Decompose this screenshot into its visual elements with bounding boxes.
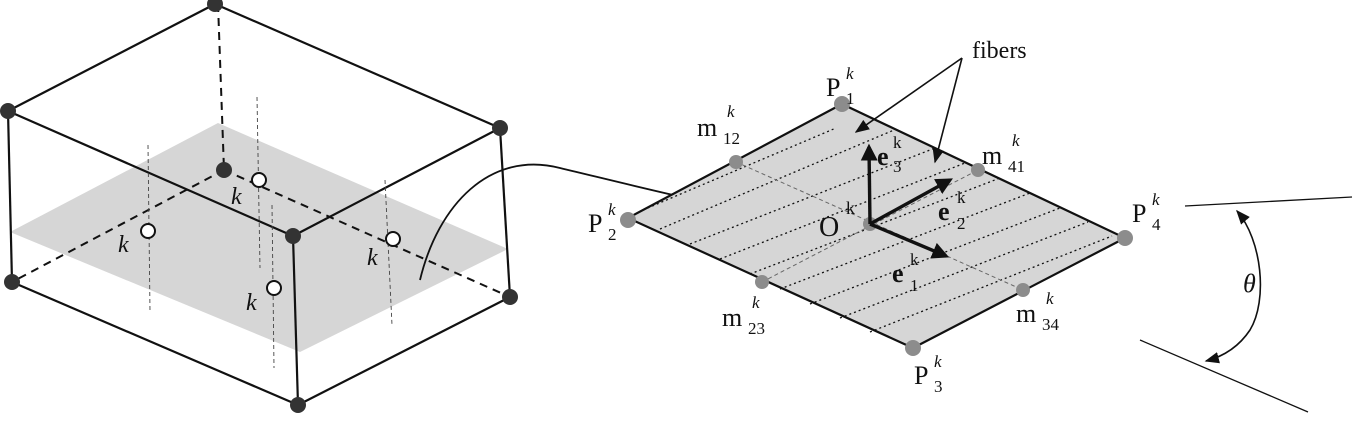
label-p2-sub: 2 [608,225,617,244]
label-e2-base: e [938,197,950,226]
corner-node [216,162,232,178]
label-m41-sup: k [1012,131,1020,150]
angle-ray-lower [1140,340,1308,412]
corner-node [0,103,16,119]
integration-point [252,173,266,187]
label-p1-base: P [826,73,841,102]
label-e2-sup: k [957,188,966,207]
label-p4-sub: 4 [1152,215,1161,234]
label-origin-base: O [819,212,840,243]
label-p3-sup: k [934,352,942,371]
integration-point-label: k [246,290,257,316]
label-p3-sub: 3 [934,377,943,396]
integration-point-label: k [231,184,242,210]
label-e3-sub: 3 [893,157,902,176]
corner-point-p2 [620,212,636,228]
label-m34-sup: k [1046,289,1054,308]
label-m34-sub: 34 [1042,315,1059,334]
label-m23-sub: 23 [748,319,765,338]
corner-node [4,274,20,290]
corner-node [502,289,518,305]
solid-element [0,0,518,413]
label-m12-sup: k [727,102,735,121]
angle-indicator [1140,197,1352,412]
angle-ray-upper [1185,197,1352,206]
mid-plane [10,123,508,352]
label-e3-base: e [877,142,889,171]
label-p1-sup: k [846,64,854,83]
mid-point-m23 [755,275,769,289]
label-p4-sup: k [1152,190,1160,209]
label-p4-base: P [1132,199,1147,228]
integration-point [267,281,281,295]
integration-point [386,232,400,246]
corner-node [285,228,301,244]
fibers-label: fibers [972,38,1027,64]
label-origin-sup: k [846,198,855,218]
mid-point-m12 [729,155,743,169]
corner-node [492,120,508,136]
label-m12-base: m [697,113,718,142]
integration-point-label: k [118,232,129,258]
label-m23-sup: k [752,293,760,312]
corner-node [290,397,306,413]
label-p2-base: P [588,209,603,238]
label-m41-sub: 41 [1008,157,1025,176]
angle-label: θ [1243,269,1256,298]
label-p3-base: P [914,361,929,390]
label-e1-sub: 1 [910,276,919,295]
label-e2-sub: 2 [957,214,966,233]
label-p2-sup: k [608,200,616,219]
label-e1-sup: k [910,250,919,269]
integration-point-label: k [367,245,378,271]
shell-layer [588,38,1161,396]
corner-point-p4 [1117,230,1133,246]
label-e3-sup: k [893,133,902,152]
label-m41-base: m [982,141,1003,170]
corner-point-p3 [905,340,921,356]
corner-node [207,0,223,12]
basis-vector-e3 [869,147,870,224]
label-m23-base: m [722,303,743,332]
mid-point-m34 [1016,283,1030,297]
integration-point [141,224,155,238]
label-m12-sub: 12 [723,129,740,148]
label-m34-base: m [1016,299,1037,328]
label-p1-sub: 1 [846,89,855,108]
label-e1-base: e [892,259,904,288]
